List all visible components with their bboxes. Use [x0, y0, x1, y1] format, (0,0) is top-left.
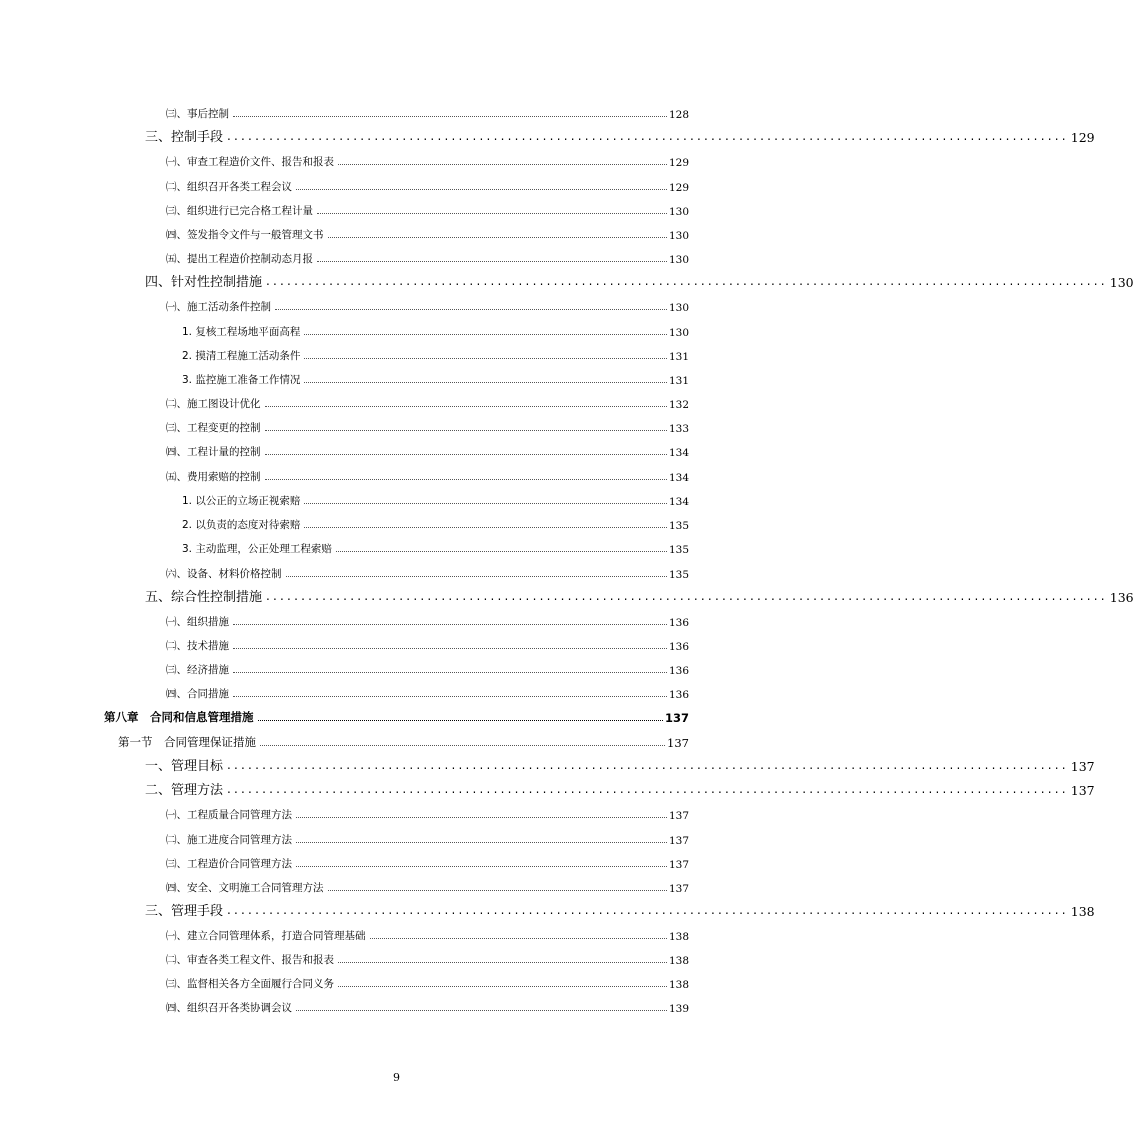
toc-entry-label: ㈢、组织进行已完合格工程计量	[166, 204, 313, 217]
table-of-contents	[0, 97, 1134, 1016]
toc-entry-page-number: 128	[668, 109, 689, 122]
toc-entry-label: ㈡、施工图设计优化	[166, 398, 261, 411]
toc-entry-label: ㈤、提出工程造价控制动态月报	[166, 252, 313, 265]
toc-leader-dots	[265, 478, 667, 480]
toc-leader-dots	[286, 575, 667, 577]
toc-entry-label: ㈤、费用索赔的控制	[166, 470, 261, 483]
toc-entry-sec[interactable]	[0, 895, 1095, 920]
toc-entry-sub[interactable]	[0, 218, 793, 242]
toc-entry-num[interactable]	[0, 484, 793, 508]
toc-entry-sub[interactable]	[0, 967, 793, 991]
toc-entry-page-number: 130	[668, 253, 689, 266]
toc-entry-chap[interactable]	[0, 701, 793, 725]
toc-leader-dots	[258, 719, 663, 721]
toc-entry-page-number: 134	[668, 471, 689, 484]
toc-entry-page-number: 133	[668, 423, 689, 436]
toc-leader-dots	[233, 671, 667, 673]
toc-entry-page-number: 135	[668, 568, 689, 581]
toc-leader-dots	[296, 865, 667, 867]
toc-entry-label: ㈢、监督相关各方全面履行合同义务	[166, 978, 334, 991]
toc-entry-label: ㈠、组织措施	[166, 615, 229, 628]
toc-leader-dots	[317, 212, 667, 214]
toc-entry-label: ㈡、施工进度合同管理方法	[166, 833, 292, 846]
toc-entry-page-number: 137	[1070, 759, 1095, 775]
toc-leader-dots: ........................................................................................................................	[227, 903, 1069, 918]
toc-leader-dots	[296, 1009, 667, 1011]
toc-entry-page-number: 135	[668, 520, 689, 533]
toc-entry-sub[interactable]	[0, 943, 793, 967]
toc-entry-sub[interactable]	[0, 605, 793, 629]
toc-entry-label: ㈣、安全、文明施工合同管理方法	[166, 881, 324, 894]
toc-entry-sub[interactable]	[0, 435, 793, 459]
toc-entry-label: 1. 以公正的立场正视索赔	[182, 494, 301, 507]
toc-entry-sub[interactable]	[0, 242, 793, 266]
toc-leader-dots	[260, 744, 665, 746]
toc-leader-dots	[233, 115, 667, 117]
toc-entry-label: 第一节 合同管理保证措施	[118, 734, 256, 749]
toc-leader-dots	[304, 381, 667, 383]
toc-entry-num[interactable]	[0, 508, 793, 532]
toc-entry-page-number: 138	[1070, 904, 1095, 920]
toc-entry-label: 二、管理方法	[145, 783, 224, 799]
toc-entry-page-number: 136	[1109, 589, 1134, 605]
toc-entry-sub[interactable]	[0, 387, 793, 411]
toc-entry-page-number: 136	[668, 665, 689, 678]
toc-entry-sub[interactable]	[0, 169, 793, 193]
toc-leader-dots	[296, 816, 667, 818]
toc-entry-page-number: 129	[1070, 130, 1095, 146]
toc-entry-page-number: 134	[668, 447, 689, 460]
toc-entry-page-number: 138	[668, 931, 689, 944]
toc-entry-sub[interactable]	[0, 847, 793, 871]
toc-leader-dots	[328, 236, 667, 238]
toc-entry-sub[interactable]	[0, 871, 793, 895]
toc-entry-page-number: 137	[668, 834, 689, 847]
toc-entry-page-number: 139	[668, 1003, 689, 1016]
toc-leader-dots: ........................................................................................................................	[266, 274, 1108, 289]
toc-entry-num[interactable]	[0, 532, 793, 556]
toc-entry-page-number: 132	[668, 399, 689, 412]
toc-entry-num[interactable]	[0, 363, 793, 387]
toc-entry-label: ㈢、工程变更的控制	[166, 422, 261, 435]
toc-entry-sub[interactable]	[0, 991, 793, 1015]
toc-leader-dots	[296, 188, 667, 190]
toc-entry-label: ㈠、建立合同管理体系，打造合同管理基础	[166, 930, 366, 943]
toc-leader-dots	[317, 260, 667, 262]
toc-entry-sub[interactable]	[0, 677, 793, 701]
toc-entry-page-number: 130	[668, 229, 689, 242]
toc-leader-dots	[233, 695, 667, 697]
toc-entry-label: ㈢、工程造价合同管理方法	[166, 857, 292, 870]
toc-entry-sub[interactable]	[0, 411, 793, 435]
toc-entry-label: 1. 复核工程场地平面高程	[182, 325, 301, 338]
toc-entry-label: ㈣、工程计量的控制	[166, 446, 261, 459]
toc-entry-page-number: 130	[668, 326, 689, 339]
toc-entry-page-number: 129	[668, 181, 689, 194]
toc-leader-dots: ........................................................................................................................	[266, 588, 1108, 603]
toc-entry-sec[interactable]	[0, 121, 1095, 146]
toc-leader-dots	[275, 308, 667, 310]
toc-entry-label: ㈡、审查各类工程文件、报告和报表	[166, 954, 334, 967]
toc-entry-label: ㈠、审查工程造价文件、报告和报表	[166, 156, 334, 169]
toc-entry-label: 四、针对性控制措施	[145, 275, 263, 291]
toc-entry-label: 3. 主动监理，公正处理工程索赔	[182, 543, 332, 556]
toc-entry-label: 三、控制手段	[145, 130, 224, 146]
toc-entry-label: ㈥、设备、材料价格控制	[166, 567, 282, 580]
toc-leader-dots	[265, 453, 667, 455]
toc-leader-dots	[338, 985, 667, 987]
toc-leader-dots	[328, 889, 667, 891]
toc-leader-dots	[233, 647, 667, 649]
toc-entry-label: 一、管理目标	[145, 759, 224, 775]
toc-entry-sub[interactable]	[0, 653, 793, 677]
toc-entry-num[interactable]	[0, 339, 793, 363]
toc-leader-dots	[233, 623, 667, 625]
toc-entry-page-number: 130	[668, 302, 689, 315]
toc-entry-page-number: 136	[668, 689, 689, 702]
toc-entry-label: ㈡、技术措施	[166, 639, 229, 652]
toc-entry-label: ㈣、组织召开各类协调会议	[166, 1002, 292, 1015]
toc-entry-sub[interactable]	[0, 290, 793, 314]
toc-entry-page-number: 138	[668, 979, 689, 992]
toc-leader-dots	[265, 429, 667, 431]
toc-leader-dots	[304, 357, 667, 359]
toc-entry-page-number: 136	[668, 616, 689, 629]
toc-leader-dots	[304, 333, 667, 335]
toc-entry-label: 三、管理手段	[145, 904, 224, 920]
toc-entry-sub[interactable]	[0, 459, 793, 483]
toc-entry-sec[interactable]	[0, 266, 1134, 291]
toc-entry-sub[interactable]	[0, 919, 793, 943]
toc-entry-label: ㈠、工程质量合同管理方法	[166, 809, 292, 822]
toc-leader-dots	[336, 550, 667, 552]
toc-entry-sub[interactable]	[0, 194, 793, 218]
toc-entry-sub[interactable]	[0, 145, 793, 169]
page-number: 9	[393, 1071, 400, 1084]
toc-entry-page-number: 137	[668, 810, 689, 823]
toc-leader-dots: ........................................................................................................................	[227, 129, 1069, 144]
toc-entry-page-number: 137	[1070, 783, 1095, 799]
toc-entry-page-number: 137	[668, 858, 689, 871]
toc-entry-label: ㈣、签发指令文件与一般管理文书	[166, 228, 324, 241]
toc-entry-page-number: 137	[667, 735, 689, 750]
toc-leader-dots	[304, 502, 667, 504]
toc-entry-sub[interactable]	[0, 798, 793, 822]
toc-leader-dots	[370, 937, 667, 939]
toc-entry-sec[interactable]	[0, 774, 1095, 799]
toc-entry-page-number: 137	[668, 882, 689, 895]
toc-entry-page-number: 131	[668, 375, 689, 388]
toc-leader-dots: ........................................................................................................................	[227, 758, 1069, 773]
toc-leader-dots	[265, 405, 667, 407]
toc-entry-sub[interactable]	[0, 556, 793, 580]
toc-entry-label: ㈠、施工活动条件控制	[166, 301, 271, 314]
toc-entry-page-number: 137	[664, 711, 689, 726]
toc-entry-sec[interactable]	[0, 581, 1134, 605]
toc-entry-page-number: 136	[668, 640, 689, 653]
toc-entry-num[interactable]	[0, 314, 793, 338]
toc-leader-dots	[304, 526, 667, 528]
toc-entry-sub[interactable]	[0, 629, 793, 653]
toc-leader-dots	[296, 841, 667, 843]
toc-entry-label: 2. 以负责的态度对待索赔	[182, 519, 301, 532]
toc-entry-label: 2. 摸清工程施工活动条件	[182, 349, 301, 362]
toc-entry-page-number: 135	[668, 544, 689, 557]
toc-entry-label: 五、综合性控制措施	[145, 589, 263, 605]
toc-entry-page-number: 134	[668, 495, 689, 508]
toc-entry-label: ㈡、组织召开各类工程会议	[166, 180, 292, 193]
toc-entry-label: ㈢、经济措施	[166, 664, 229, 677]
toc-entry-sub[interactable]	[0, 97, 793, 121]
toc-entry-page-number: 138	[668, 955, 689, 968]
toc-entry-sec[interactable]	[0, 750, 1095, 775]
toc-entry-part[interactable]	[0, 725, 793, 749]
toc-entry-page-number: 129	[668, 157, 689, 170]
toc-entry-sub[interactable]	[0, 822, 793, 846]
toc-entry-page-number: 131	[668, 350, 689, 363]
toc-entry-label: 3. 监控施工准备工作情况	[182, 374, 301, 387]
toc-entry-label: ㈣、合同措施	[166, 688, 229, 701]
toc-entry-label: 第八章 合同和信息管理措施	[104, 710, 254, 725]
toc-entry-page-number: 130	[1109, 275, 1134, 291]
toc-leader-dots: ........................................................................................................................	[227, 782, 1069, 797]
toc-entry-page-number: 130	[668, 205, 689, 218]
toc-leader-dots	[338, 163, 667, 165]
toc-leader-dots	[338, 961, 667, 963]
toc-entry-label: ㈢、事后控制	[166, 108, 229, 121]
